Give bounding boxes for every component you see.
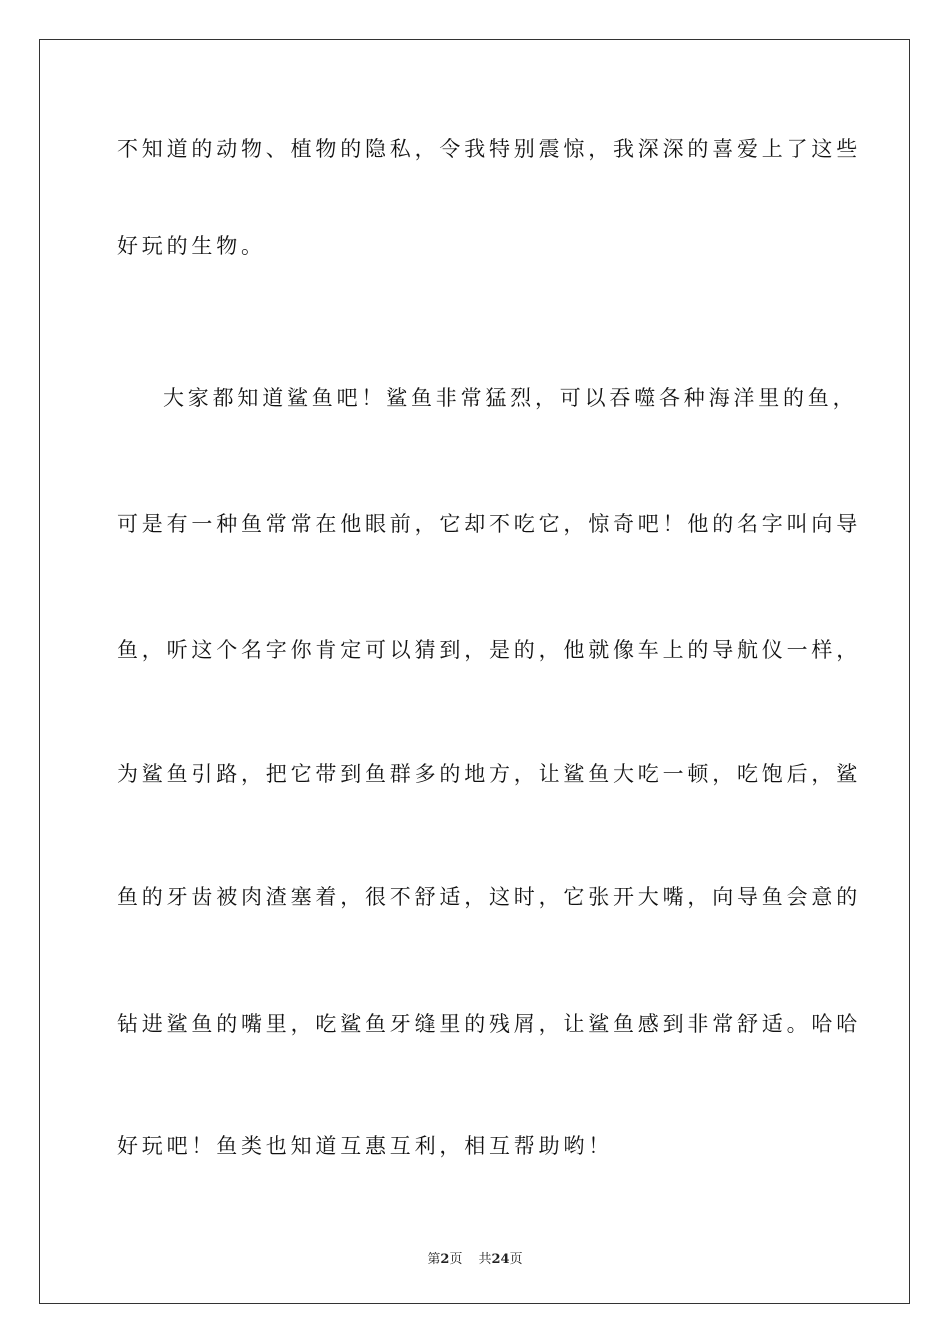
total-label-suffix: 页 [509, 1252, 523, 1267]
body-text-line-2: 好玩的生物。 [117, 234, 266, 258]
body-text-line-8: 钻进鲨鱼的嘴里，吃鲨鱼牙缝里的残屑，让鲨鱼感到非常舒适。哈哈 [117, 1012, 861, 1036]
body-text-line-7: 鱼的牙齿被肉渣塞着，很不舒适，这时，它张开大嘴，向导鱼会意的 [117, 885, 861, 909]
page-label-prefix: 第 [427, 1252, 441, 1267]
page-number: 2 [440, 1252, 450, 1267]
page-label-suffix: 页 [449, 1252, 463, 1267]
body-text-line-6: 为鲨鱼引路，把它带到鱼群多的地方，让鲨鱼大吃一顿，吃饱后，鲨 [117, 762, 861, 786]
body-text-line-9: 好玩吧！鱼类也知道互惠互利，相互帮助哟！ [117, 1134, 613, 1158]
body-text-line-1: 不知道的动物、植物的隐私，令我特别震惊，我深深的喜爱上了这些 [117, 137, 861, 161]
total-label-prefix: 共 [478, 1252, 492, 1267]
body-text-line-4: 可是有一种鱼常常在他眼前，它却不吃它，惊奇吧！他的名字叫向导 [117, 512, 861, 536]
total-pages: 24 [491, 1252, 510, 1267]
page-footer [0, 1248, 950, 1267]
body-text-line-3: 大家都知道鲨鱼吧！鲨鱼非常猛烈，可以吞噬各种海洋里的鱼， [163, 386, 858, 410]
body-text-line-5: 鱼，听这个名字你肯定可以猜到，是的，他就像车上的导航仪一样， [117, 638, 861, 662]
page-border [39, 39, 910, 1304]
